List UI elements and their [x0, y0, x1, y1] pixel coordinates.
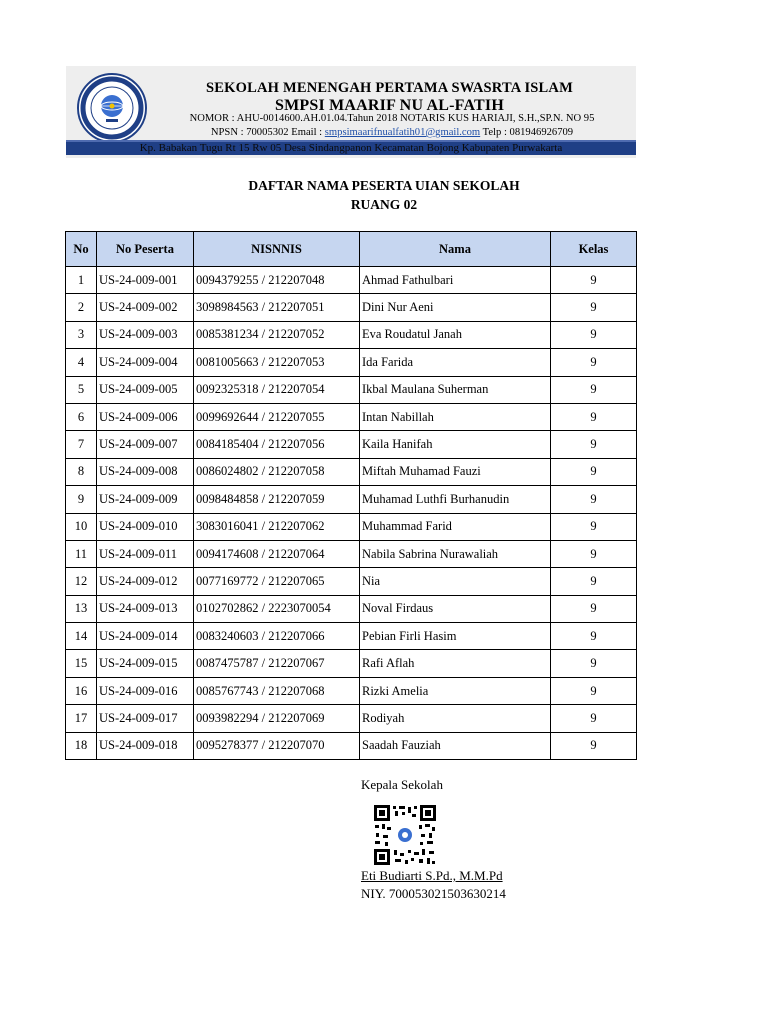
column-header-no: No [66, 232, 97, 267]
table-row [66, 623, 637, 650]
cell-nama: Noval Firdaus [360, 595, 551, 622]
cell-no: 17 [66, 705, 97, 732]
cell-kelas: 9 [551, 321, 637, 348]
cell-kelas: 9 [551, 650, 637, 677]
column-header-nama: Nama [360, 232, 551, 267]
cell-no: 18 [66, 732, 97, 759]
cell-nisnnis: 0085767743 / 212207068 [194, 677, 360, 704]
cell-nama: Saadah Fauziah [360, 732, 551, 759]
table-row [66, 403, 637, 430]
address-bar: Kp. Babakan Tugu Rt 15 Rw 05 Desa Sindangpanon Kecamatan Bojong Kabupaten Purwakarta [66, 142, 636, 155]
cell-nama: Nia [360, 568, 551, 595]
cell-no: 14 [66, 623, 97, 650]
table-row [66, 321, 637, 348]
cell-no: 9 [66, 486, 97, 513]
cell-no: 1 [66, 267, 97, 294]
table-row [66, 677, 637, 704]
room-title: RUANG 02 [350, 197, 418, 212]
cell-no-peserta: US-24-009-001 [97, 267, 194, 294]
cell-nisnnis: 0077169772 / 212207065 [194, 568, 360, 595]
letterhead [66, 66, 636, 158]
school-seal-logo [76, 72, 148, 144]
cell-kelas: 9 [551, 595, 637, 622]
cell-nama: Intan Nabillah [360, 403, 551, 430]
cell-no: 12 [66, 568, 97, 595]
cell-no-peserta: US-24-009-007 [97, 431, 194, 458]
cell-nisnnis: 3083016041 / 212207062 [194, 513, 360, 540]
cell-no-peserta: US-24-009-008 [97, 458, 194, 485]
cell-nisnnis: 0087475787 / 212207067 [194, 650, 360, 677]
legal-number: NOMOR : AHU-0014600.AH.01.04.Tahun 2018 NOTARIS KUS HARIAJI, S.H.,SP.N. NO 95 [189, 113, 595, 124]
table-row [66, 267, 637, 294]
table-row [66, 486, 637, 513]
email-link[interactable]: smpsimaarifnualfatih01@gmail.com [324, 127, 481, 138]
table-row [66, 294, 637, 321]
cell-no: 7 [66, 431, 97, 458]
cell-kelas: 9 [551, 540, 637, 567]
cell-kelas: 9 [551, 732, 637, 759]
cell-nisnnis: 3098984563 / 212207051 [194, 294, 360, 321]
cell-nisnnis: 0093982294 / 212207069 [194, 705, 360, 732]
cell-no: 15 [66, 650, 97, 677]
cell-kelas: 9 [551, 486, 637, 513]
cell-no-peserta: US-24-009-004 [97, 349, 194, 376]
column-header-no-peserta: No Peserta [97, 232, 194, 267]
cell-no: 10 [66, 513, 97, 540]
cell-nama: Eva Roudatul Janah [360, 321, 551, 348]
cell-no: 3 [66, 321, 97, 348]
cell-kelas: 9 [551, 431, 637, 458]
table-row [66, 732, 637, 759]
cell-no-peserta: US-24-009-018 [97, 732, 194, 759]
school-type: SEKOLAH MENENGAH PERTAMA SWASRTA ISLAM [206, 80, 573, 96]
cell-no: 13 [66, 595, 97, 622]
cell-nisnnis: 0094379255 / 212207048 [194, 267, 360, 294]
cell-no-peserta: US-24-009-011 [97, 540, 194, 567]
cell-no: 16 [66, 677, 97, 704]
qr-code-icon [374, 805, 436, 865]
cell-kelas: 9 [551, 568, 637, 595]
principal-niy: NIY. 700053021503630214 [361, 886, 506, 901]
column-header-kelas: Kelas [551, 232, 637, 267]
cell-nisnnis: 0099692644 / 212207055 [194, 403, 360, 430]
cell-nisnnis: 0098484858 / 212207059 [194, 486, 360, 513]
cell-nisnnis: 0085381234 / 212207052 [194, 321, 360, 348]
table-body [66, 267, 637, 760]
cell-kelas: 9 [551, 376, 637, 403]
table-header-row [66, 232, 637, 267]
cell-kelas: 9 [551, 267, 637, 294]
cell-nama: Rodiyah [360, 705, 551, 732]
cell-nama: Kaila Hanifah [360, 431, 551, 458]
cell-kelas: 9 [551, 623, 637, 650]
cell-no-peserta: US-24-009-009 [97, 486, 194, 513]
cell-nisnnis: 0094174608 / 212207064 [194, 540, 360, 567]
cell-no-peserta: US-24-009-003 [97, 321, 194, 348]
cell-kelas: 9 [551, 294, 637, 321]
table-row [66, 540, 637, 567]
cell-no-peserta: US-24-009-006 [97, 403, 194, 430]
cell-nisnnis: 0092325318 / 212207054 [194, 376, 360, 403]
principal-name: Eti Budiarti S.Pd., M.M.Pd [361, 868, 503, 883]
cell-nisnnis: 0084185404 / 212207056 [194, 431, 360, 458]
table-row [66, 431, 637, 458]
participant-table [65, 231, 637, 760]
cell-nama: Ida Farida [360, 349, 551, 376]
cell-nama: Rizki Amelia [360, 677, 551, 704]
cell-kelas: 9 [551, 403, 637, 430]
contact-line [152, 127, 632, 138]
table-row [66, 513, 637, 540]
cell-no-peserta: US-24-009-017 [97, 705, 194, 732]
phone-number: Telp : 081946926709 [480, 127, 574, 138]
cell-no: 4 [66, 349, 97, 376]
cell-nama: Muhamad Luthfi Burhanudin [360, 486, 551, 513]
cell-nama: Nabila Sabrina Nurawaliah [360, 540, 551, 567]
cell-nama: Ahmad Fathulbari [360, 267, 551, 294]
document-title: DAFTAR NAMA PESERTA UIAN SEKOLAH [248, 178, 520, 193]
table-row [66, 458, 637, 485]
cell-nama: Muhammad Farid [360, 513, 551, 540]
cell-nama: Miftah Muhamad Fauzi [360, 458, 551, 485]
cell-kelas: 9 [551, 349, 637, 376]
cell-nisnnis: 0095278377 / 212207070 [194, 732, 360, 759]
table-row [66, 349, 637, 376]
cell-nisnnis: 0081005663 / 212207053 [194, 349, 360, 376]
table-row [66, 705, 637, 732]
npsn-label: NPSN : 70005302 Email : [210, 127, 325, 138]
table-row [66, 568, 637, 595]
cell-kelas: 9 [551, 705, 637, 732]
school-name: SMPSI MAARIF NU AL-FATIH [275, 97, 504, 114]
cell-nisnnis: 0086024802 / 212207058 [194, 458, 360, 485]
cell-no: 5 [66, 376, 97, 403]
cell-no-peserta: US-24-009-005 [97, 376, 194, 403]
cell-no-peserta: US-24-009-013 [97, 595, 194, 622]
cell-nama: Dini Nur Aeni [360, 294, 551, 321]
cell-kelas: 9 [551, 458, 637, 485]
cell-no-peserta: US-24-009-012 [97, 568, 194, 595]
cell-no-peserta: US-24-009-010 [97, 513, 194, 540]
cell-nisnnis: 0083240603 / 212207066 [194, 623, 360, 650]
cell-kelas: 9 [551, 677, 637, 704]
cell-nisnnis: 0102702862 / 2223070054 [194, 595, 360, 622]
cell-no-peserta: US-24-009-016 [97, 677, 194, 704]
cell-nama: Ikbal Maulana Suherman [360, 376, 551, 403]
cell-no: 8 [66, 458, 97, 485]
cell-no-peserta: US-24-009-015 [97, 650, 194, 677]
table-row [66, 595, 637, 622]
cell-nama: Pebian Firli Hasim [360, 623, 551, 650]
signature-title: Kepala Sekolah [361, 777, 443, 792]
cell-no-peserta: US-24-009-014 [97, 623, 194, 650]
cell-no: 11 [66, 540, 97, 567]
cell-kelas: 9 [551, 513, 637, 540]
column-header-nisnnis: NISNNIS [194, 232, 360, 267]
table-row [66, 650, 637, 677]
cell-no: 2 [66, 294, 97, 321]
cell-no-peserta: US-24-009-002 [97, 294, 194, 321]
cell-nama: Rafi Aflah [360, 650, 551, 677]
cell-no: 6 [66, 403, 97, 430]
table-row [66, 376, 637, 403]
